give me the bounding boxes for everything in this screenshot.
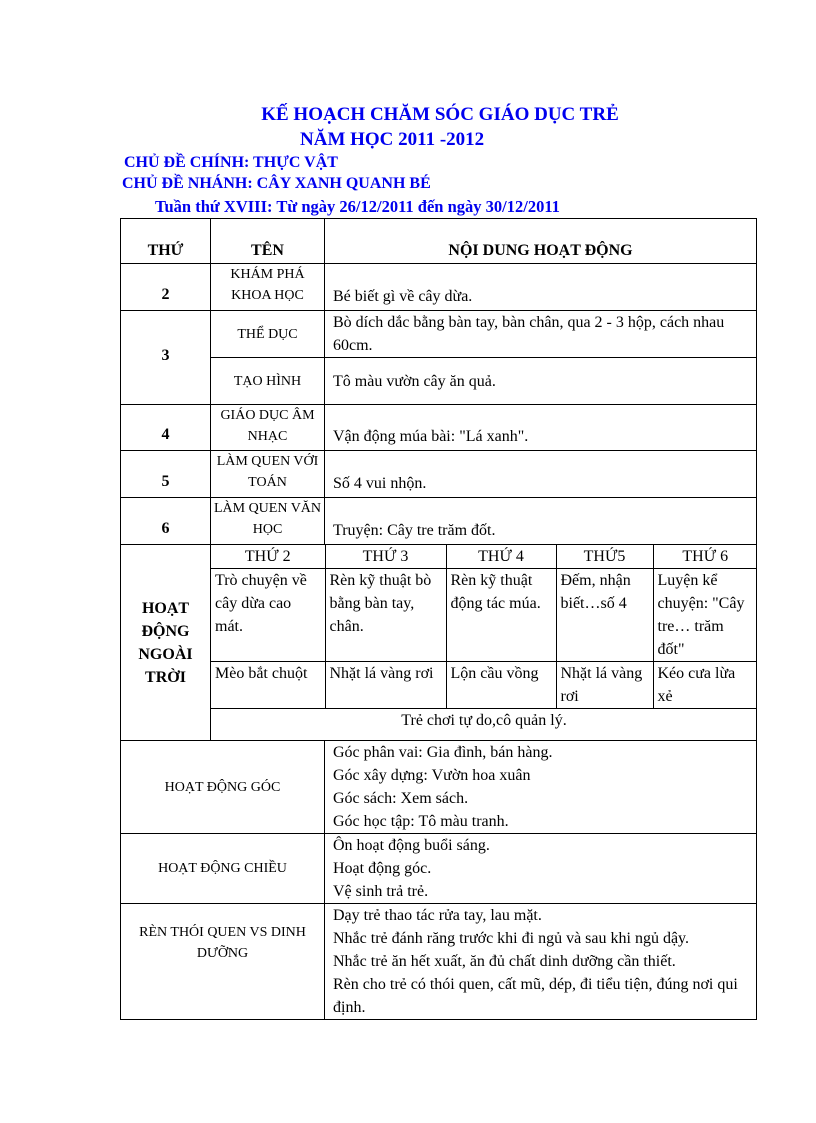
- corner-line: Góc học tập: Tô màu tranh.: [333, 813, 509, 830]
- habits-row: [121, 904, 757, 1020]
- outdoor-day: THỨ 3: [325, 545, 446, 569]
- outdoor-row: [121, 545, 757, 741]
- corner-line: Góc sách: Xem sách.: [333, 790, 469, 807]
- table-header-row: [121, 219, 757, 264]
- main-theme: CHỦ ĐỀ CHÍNH: THỰC VẬT: [124, 154, 338, 171]
- outdoor-day: THỨ 2: [211, 545, 325, 569]
- outdoor-day: THỨ5: [556, 545, 653, 569]
- habits-content: [325, 904, 757, 1020]
- afternoon-line: Hoạt động góc.: [333, 860, 432, 877]
- outdoor-activity: Rèn kỹ thuật bò bằng bàn tay, chân.: [325, 569, 446, 662]
- outdoor-game: Nhặt lá vàng rơi: [325, 662, 446, 709]
- row-day: 2: [121, 264, 211, 311]
- habits-line: Nhắc trẻ ăn hết xuất, ăn đủ chất dinh dưỡng cần thiết.: [333, 953, 676, 970]
- habits-line: Dạy trẻ thao tác rửa tay, lau mặt.: [333, 907, 542, 924]
- row-name: TẠO HÌNH: [211, 358, 325, 405]
- table-row: [121, 358, 757, 405]
- outdoor-game: Kéo cưa lừa xẻ: [653, 662, 757, 709]
- afternoon-line: Ôn hoạt động buổi sáng.: [333, 837, 490, 854]
- row-name: THỂ DỤC: [211, 311, 325, 358]
- row-content: Bé biết gì về cây dừa.: [325, 264, 757, 311]
- row-content: Bò dích dắc bằng bàn tay, bàn chân, qua 2 - 3 hộp, cách nhau 60cm.: [325, 311, 757, 358]
- plan-table: [120, 218, 757, 1020]
- outdoor-activity: Luyện kể chuyện: "Cây tre… trăm đốt": [653, 569, 757, 662]
- header-day: THỨ: [121, 219, 211, 264]
- afternoon-content: [325, 834, 757, 904]
- outdoor-game: Nhặt lá vàng rơi: [556, 662, 653, 709]
- outdoor-activity: Đếm, nhận biết…số 4: [556, 569, 653, 662]
- row-day: 6: [121, 498, 211, 545]
- row-content: Vận động múa bài: "Lá xanh".: [325, 405, 757, 451]
- table-row: [121, 405, 757, 451]
- row-content: Truyện: Cây tre trăm đốt.: [325, 498, 757, 545]
- row-name: KHÁM PHÁ KHOA HỌC: [211, 264, 325, 311]
- afternoon-row: [121, 834, 757, 904]
- afternoon-label: HOẠT ĐỘNG CHIỀU: [121, 834, 325, 904]
- habits-label: RÈN THÓI QUEN VS DINH DƯỠNG: [121, 904, 325, 1020]
- row-name: GIÁO DỤC ÂM NHẠC: [211, 405, 325, 451]
- outdoor-table: [211, 545, 757, 739]
- week-range: Tuần thứ XVIII: Từ ngày 26/12/2011 đến ngày 30/12/2011: [155, 197, 560, 216]
- corner-line: Góc xây dựng: Vườn hoa xuân: [333, 767, 531, 784]
- document-title: KẾ HOẠCH CHĂM SÓC GIÁO DỤC TRẺ: [261, 104, 619, 125]
- habits-line: Rèn cho trẻ có thói quen, cất mũ, dép, đi tiểu tiện, đúng nơi qui định.: [333, 976, 738, 1016]
- row-name: LÀM QUEN VĂN HỌC: [211, 498, 325, 545]
- outdoor-game: Lộn cầu vồng: [446, 662, 556, 709]
- row-content: Tô màu vườn cây ăn quả.: [325, 358, 757, 405]
- table-row: [121, 264, 757, 311]
- row-day: 5: [121, 451, 211, 498]
- outdoor-game: Mèo bắt chuột: [211, 662, 325, 709]
- outdoor-activity: Trò chuyện về cây dừa cao mát.: [211, 569, 325, 662]
- branch-theme: CHỦ ĐỀ NHÁNH: CÂY XANH QUANH BÉ: [122, 175, 431, 192]
- outdoor-day: THỨ 4: [446, 545, 556, 569]
- outdoor-day: THỨ 6: [653, 545, 757, 569]
- outdoor-activity: Rèn kỹ thuật động tác múa.: [446, 569, 556, 662]
- row-content: Số 4 vui nhộn.: [325, 451, 757, 498]
- corner-label: HOẠT ĐỘNG GÓC: [121, 741, 325, 834]
- row-name: LÀM QUEN VỚI TOÁN: [211, 451, 325, 498]
- header-name: TÊN: [211, 219, 325, 264]
- row-day: 3: [121, 311, 211, 405]
- afternoon-line: Vệ sinh trả trẻ.: [333, 883, 429, 900]
- table-row: [121, 451, 757, 498]
- habits-line: Nhắc trẻ đánh răng trước khi đi ngủ và sau khi ngủ dậy.: [333, 930, 689, 947]
- corner-row: [121, 741, 757, 834]
- table-row: [121, 311, 757, 358]
- corner-line: Góc phân vai: Gia đình, bán hàng.: [333, 744, 553, 761]
- header-content: NỘI DUNG HOẠT ĐỘNG: [325, 219, 757, 264]
- corner-content: [325, 741, 757, 834]
- outdoor-label: HOẠT ĐỘNG NGOÀI TRỜI: [121, 545, 211, 741]
- row-day: 4: [121, 405, 211, 451]
- school-year: NĂM HỌC 2011 -2012: [300, 129, 485, 150]
- table-row: [121, 498, 757, 545]
- free-play: Trẻ chơi tự do,cô quản lý.: [211, 709, 757, 739]
